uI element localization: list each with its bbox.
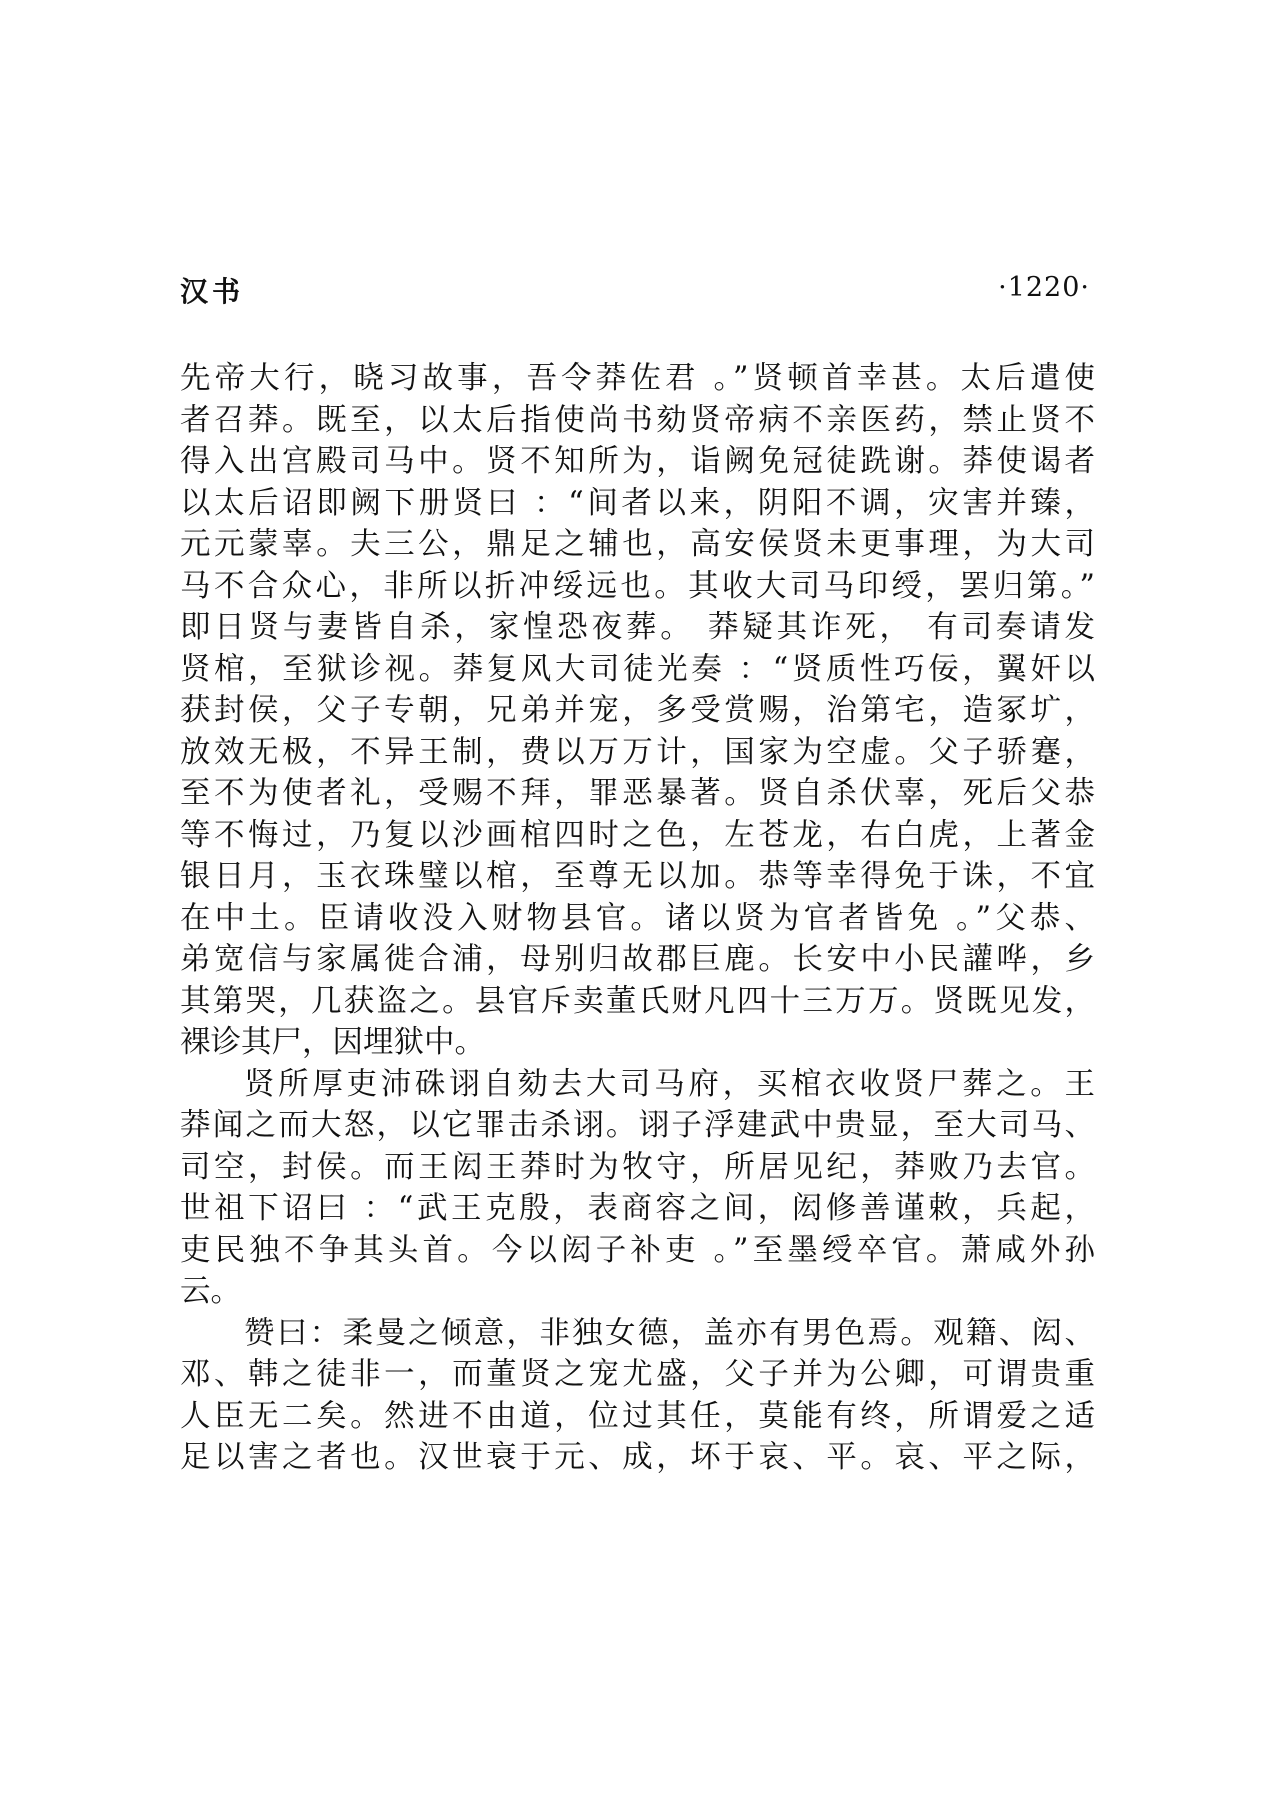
text-line: 放效无极，不异王制，费以万万计，国家为空虚。父子骄蹇， <box>180 734 1095 770</box>
text-line: 弟宽信与家属徙合浦，母别归故郡巨鹿。长安中小民讙哗，乡 <box>180 942 1095 977</box>
text-line: 邓、韩之徒非一，而董贤之宠尤盛，父子并为公卿，可谓贵重 <box>180 1357 1095 1392</box>
text-line: 人臣无二矣。然进不由道，位过其任，莫能有终，所谓爱之适 <box>180 1398 1095 1434</box>
text-line: 者召莽。既至，以太后指使尚书劾贤帝病不亲医药，禁止贤不 <box>180 402 1095 438</box>
text-line: 足以害之者也。汉世衰于元、成，坏于哀、平。哀、平之际， <box>180 1440 1095 1475</box>
running-header <box>180 270 1090 310</box>
text-line: 莽闻之而大怒，以它罪击杀诩。诩子浮建武中贵显，至大司马、 <box>180 1108 1095 1143</box>
book-title: 汉书 <box>180 275 245 308</box>
paragraph <box>180 1064 1095 1313</box>
text-line: 马不合众心，非所以折冲绥远也。其收大司马印绶，罢归第。” <box>180 568 1095 604</box>
text-line: 贤所厚吏沛硃诩自劾去大司马府，买棺衣收贤尸葬之。王 <box>244 1066 1095 1102</box>
page-number: ·1220· <box>998 272 1090 303</box>
text-line: 其第哭，几获盗之。县官斥卖董氏财凡四十三万万。贤既见发， <box>180 983 1095 1019</box>
body-text <box>180 358 1095 1479</box>
text-line: 元元蒙辜。夫三公，鼎足之辅也，高安侯贤未更事理，为大司 <box>180 527 1095 562</box>
text-line: 以太后诏即阙下册贤曰 ：“间者以来，阴阳不调，灾害并臻， <box>180 485 1095 521</box>
text-line: 云。 <box>180 1274 241 1309</box>
text-line: 先帝大行，晓习故事，吾令莽佐君 。”贤顿首幸甚。太后遣使 <box>180 361 1095 396</box>
paragraph <box>180 1313 1095 1479</box>
paragraph <box>180 358 1095 1064</box>
text-line: 得入出宫殿司马中。贤不知所为，诣阙免冠徒跣谢。莽使谒者 <box>180 444 1095 479</box>
text-line: 赞曰：柔曼之倾意，非独女德，盖亦有男色焉。观籍、闳、 <box>244 1315 1095 1351</box>
text-line: 至不为使者礼，受赐不拜，罪恶暴著。贤自杀伏辜，死后父恭 <box>180 776 1095 811</box>
text-line: 在中土。臣请收没入财物县官。诸以贤为官者皆免 。”父恭、 <box>180 900 1095 936</box>
text-line: 司空，封侯。而王闳王莽时为牧守，所居见纪，莽败乃去官。 <box>180 1149 1095 1185</box>
text-line: 世祖下诏曰 ：“武王克殷，表商容之间，闳修善谨敕，兵起， <box>180 1191 1095 1226</box>
text-line: 裸诊其尸，因埋狱中。 <box>180 1025 485 1060</box>
text-line: 贤棺，至狱诊视。莽复风大司徒光奏 ：“贤质性巧佞，翼奸以 <box>180 651 1095 687</box>
text-line: 获封侯，父子专朝，兄弟并宠，多受赏赐，治第宅，造冢圹， <box>180 693 1095 728</box>
text-line: 吏民独不争其头首。今以闳子补吏 。”至墨绶卒官。萧咸外孙 <box>180 1232 1095 1268</box>
text-line: 即日贤与妻皆自杀，家惶恐夜葬。 莽疑其诈死， 有司奏请发 <box>180 610 1095 645</box>
text-line: 等不悔过，乃复以沙画棺四时之色，左苍龙，右白虎，上著金 <box>180 817 1095 853</box>
text-line: 银日月，玉衣珠璧以棺，至尊无以加。恭等幸得免于诛，不宜 <box>180 859 1095 894</box>
